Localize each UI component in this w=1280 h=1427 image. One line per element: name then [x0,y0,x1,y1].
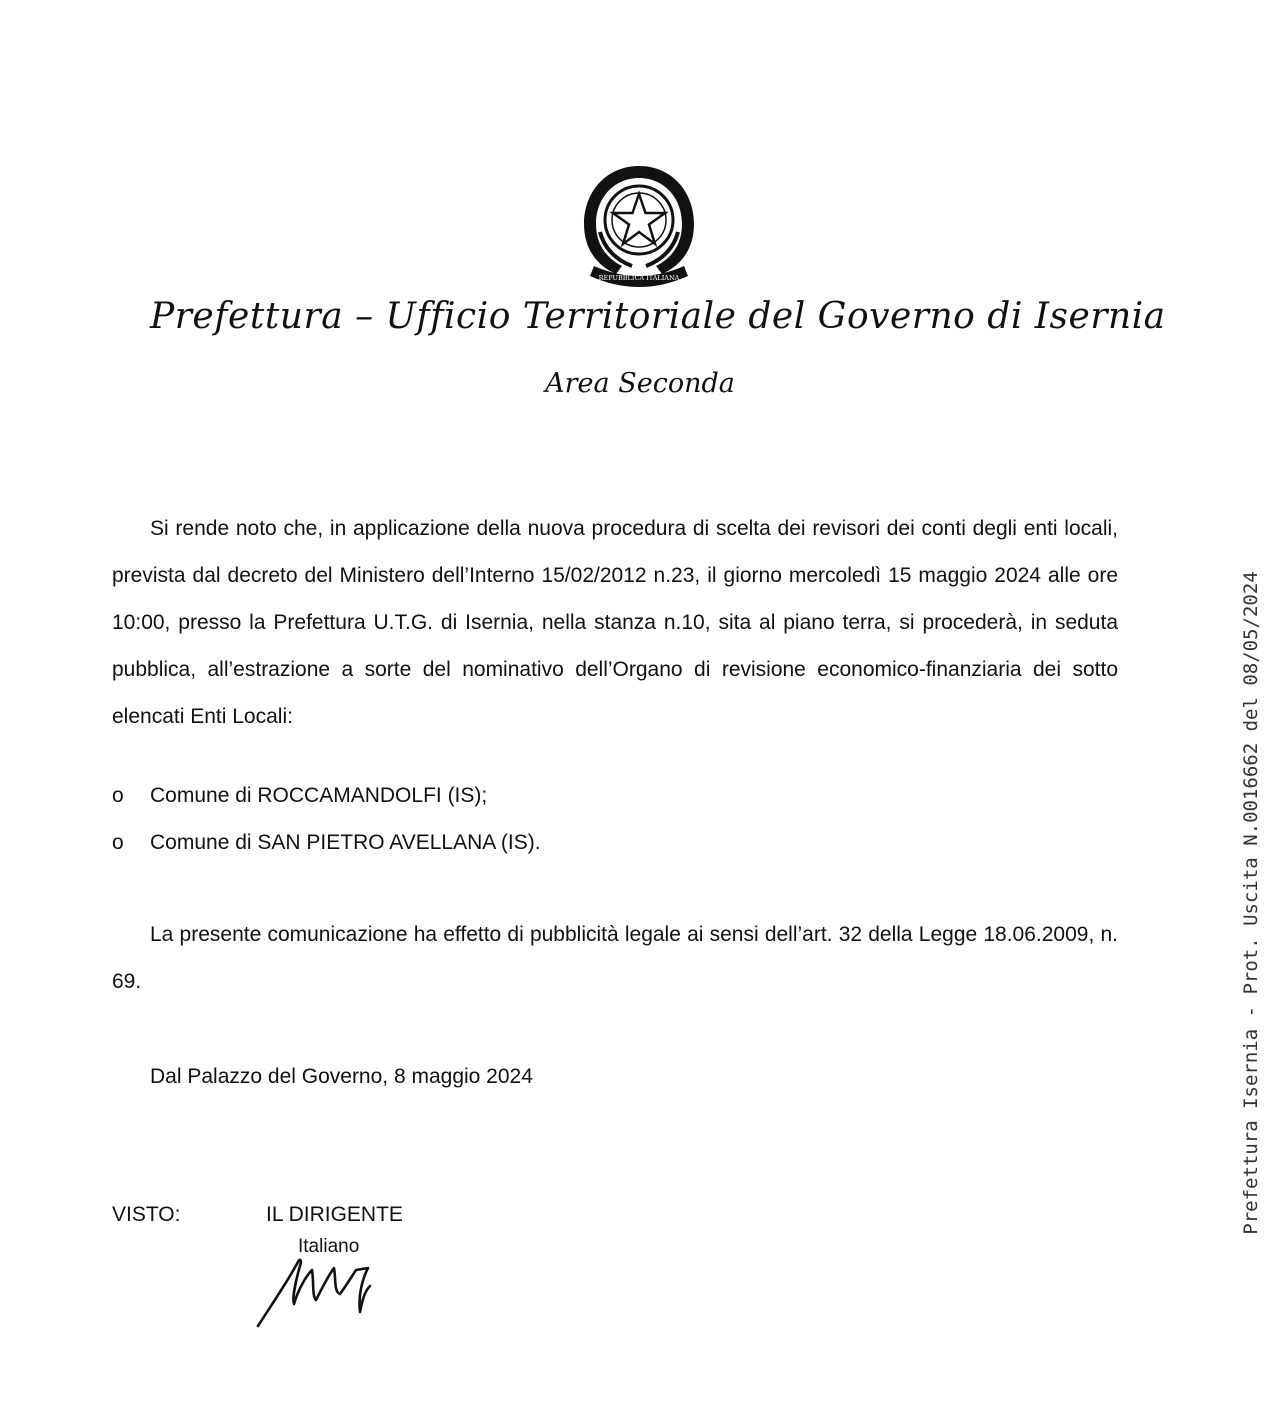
signer-title: IL DIRIGENTE [266,1203,403,1226]
announcement-paragraph: Si rende noto che, in applicazione della nuova procedura di scelta dei revisori dei conti degli enti locali, prevista dal decreto del Ministero dell’Interno 15/02/2012 n.23, il giorno mercoledì 15 maggio 2024 alle ore 10:00, presso la Prefettura U.T.G. di Isernia, nella stanza n.10, sita al piano terra, si procederà, in seduta pubblica, all’estrazione a sorte del nominativo dell’Organo di revisione economico-finanziaria dei sotto elencati Enti Locali: [112,517,1118,728]
office-title: Prefettura – Ufficio Territoriale del Governo di Isernia [150,296,1166,337]
signer-name: Italiano [298,1236,360,1257]
bullet-marker: o [112,831,124,854]
legal-notice: La presente comunicazione ha effetto di pubblicità legale ai sensi dell’art. 32 della Legge 18.06.2009, n. 69. [112,923,1118,993]
list-item [112,772,1112,819]
office-area: Area Seconda [545,368,735,399]
protocol-stamp: Prefettura Isernia - Prot. Uscita N.0016662 del 08/05/2024 [1240,571,1262,1235]
list-item [112,819,1112,866]
italian-republic-emblem-icon [576,162,702,296]
list-item-text: Comune di SAN PIETRO AVELLANA (IS). [150,831,541,854]
entities-list [112,772,1112,866]
dateline: Dal Palazzo del Governo, 8 maggio 2024 [150,1065,533,1088]
bullet-marker: o [112,784,124,807]
visto-label: VISTO: [112,1203,181,1226]
list-item-text: Comune di ROCCAMANDOLFI (IS); [150,784,488,807]
handwritten-signature [252,1240,382,1332]
svg-text:REPUBBLICA ITALIANA: REPUBBLICA ITALIANA [598,274,680,282]
